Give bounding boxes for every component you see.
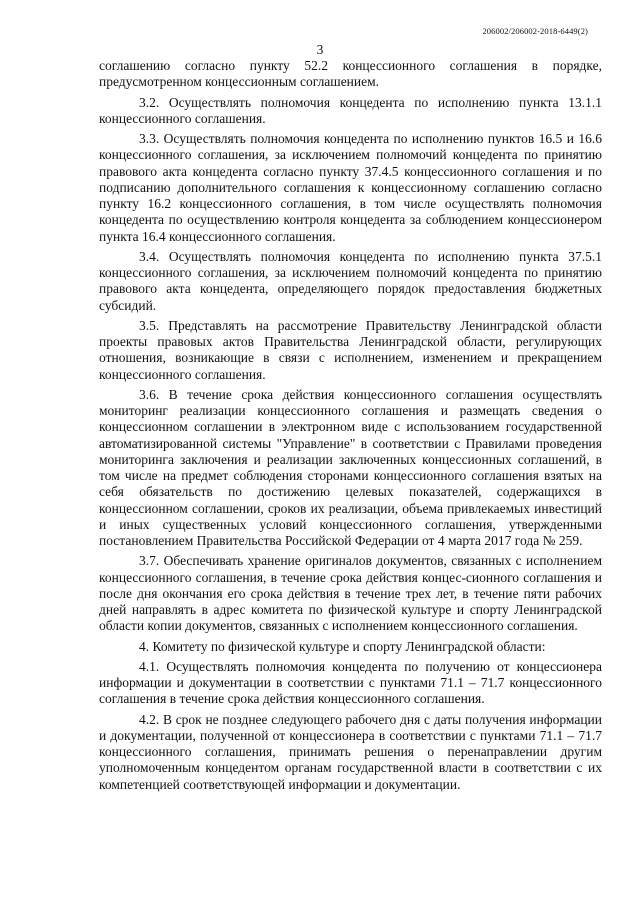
paragraph-4: 4. Комитету по физической культуре и спорту Ленинградской области: (139, 638, 546, 654)
page-number: 3 (316, 42, 324, 57)
paragraph-3-6: 3.6. В течение срока действия концессионного соглашения осуществлять мониторинг реализации концессионного соглашения и размещать сведения о концессионном соглашении в электронном виде с использованием государственной автоматизированной системы "Управление" в соответствии с Правилами проведения мониторинга заключения и реализации заключенных концессионных соглашений, в том числе на предмет соблюдения сторонами концессионного соглашения взятых на себя обязательств по достижению целевых показателей, содержащихся в концессионном соглашении, сроков их реализации, объема привлекаемых инвестиций и иных существенных условий концессионного соглашения, утвержденными постановлением Правительства Российской Федерации от 4 марта 2017 года № 259. (99, 386, 602, 548)
paragraph-3-7: 3.7. Обеспечивать хранение оригиналов документов, связанных с исполнением концессионного соглашения, в течение срока действия концес-сионного соглашения и после дня окончания его срока действия в течение трех лет, в течение пяти рабочих дней направлять в адрес комитета по физической культуре и спорту Ленинградской области копии документов, связанных с исполнением концессионного соглашения. (99, 553, 602, 634)
paragraph-continuation: соглашению согласно пункту 52.2 концессионного соглашения в порядке, предусмотренном концессионным соглашением. (99, 58, 602, 90)
document-body (99, 58, 602, 797)
paragraph-3-5: 3.5. Представлять на рассмотрение Правительству Ленинградской области проекты правовых актов Правительства Ленинградской области, регулирующих отношения, возникающие в связи с исполнением, изменением и прекращением концессионного соглашения. (99, 317, 602, 382)
paragraph-4-2: 4.2. В срок не позднее следующего рабочего дня с даты получения информации и документации, полученной от концессионера в соответствии с пунктами 71.1 – 71.7 концессионного соглашения, принимать решения о перенаправлении другим уполномоченным концедентом органам государственной власти в соответствии с их компетенцией соответствующей информации и документации. (99, 711, 602, 792)
paragraph-3-3: 3.3. Осуществлять полномочия концедента по исполнению пунктов 16.5 и 16.6 концессионного соглашения, за исключением полномочий концедента по принятию правового акта концедента согласно пункту 37.4.5 концессионного соглашения и по подписанию дополнительного соглашения к концессионному соглашению согласно пункту 16.2 концессионного соглашения, в том числе осуществлять полномочия концедента по осуществлению контроля концедента за соблюдением концессионером пункта 16.4 концессионного соглашения. (99, 131, 602, 244)
paragraph-4-1: 4.1. Осуществлять полномочия концедента по получению от концессионера информации и документации в соответствии с пунктами 71.1 – 71.7 концессионного соглашения в течение срока действия концессионного соглашения. (99, 658, 602, 707)
paragraph-3-4: 3.4. Осуществлять полномочия концедента по исполнению пункта 37.5.1 концессионного соглашения, за исключением полномочий концедента по принятию правового акта концедента, определяющего порядок предоставления бюджетных субсидий. (99, 248, 602, 313)
document-id: 206002/206002-2018-6449(2) (482, 26, 588, 36)
paragraph-3-2: 3.2. Осуществлять полномочия концедента по исполнению пункта 13.1.1 концессионного соглашения. (99, 94, 602, 126)
